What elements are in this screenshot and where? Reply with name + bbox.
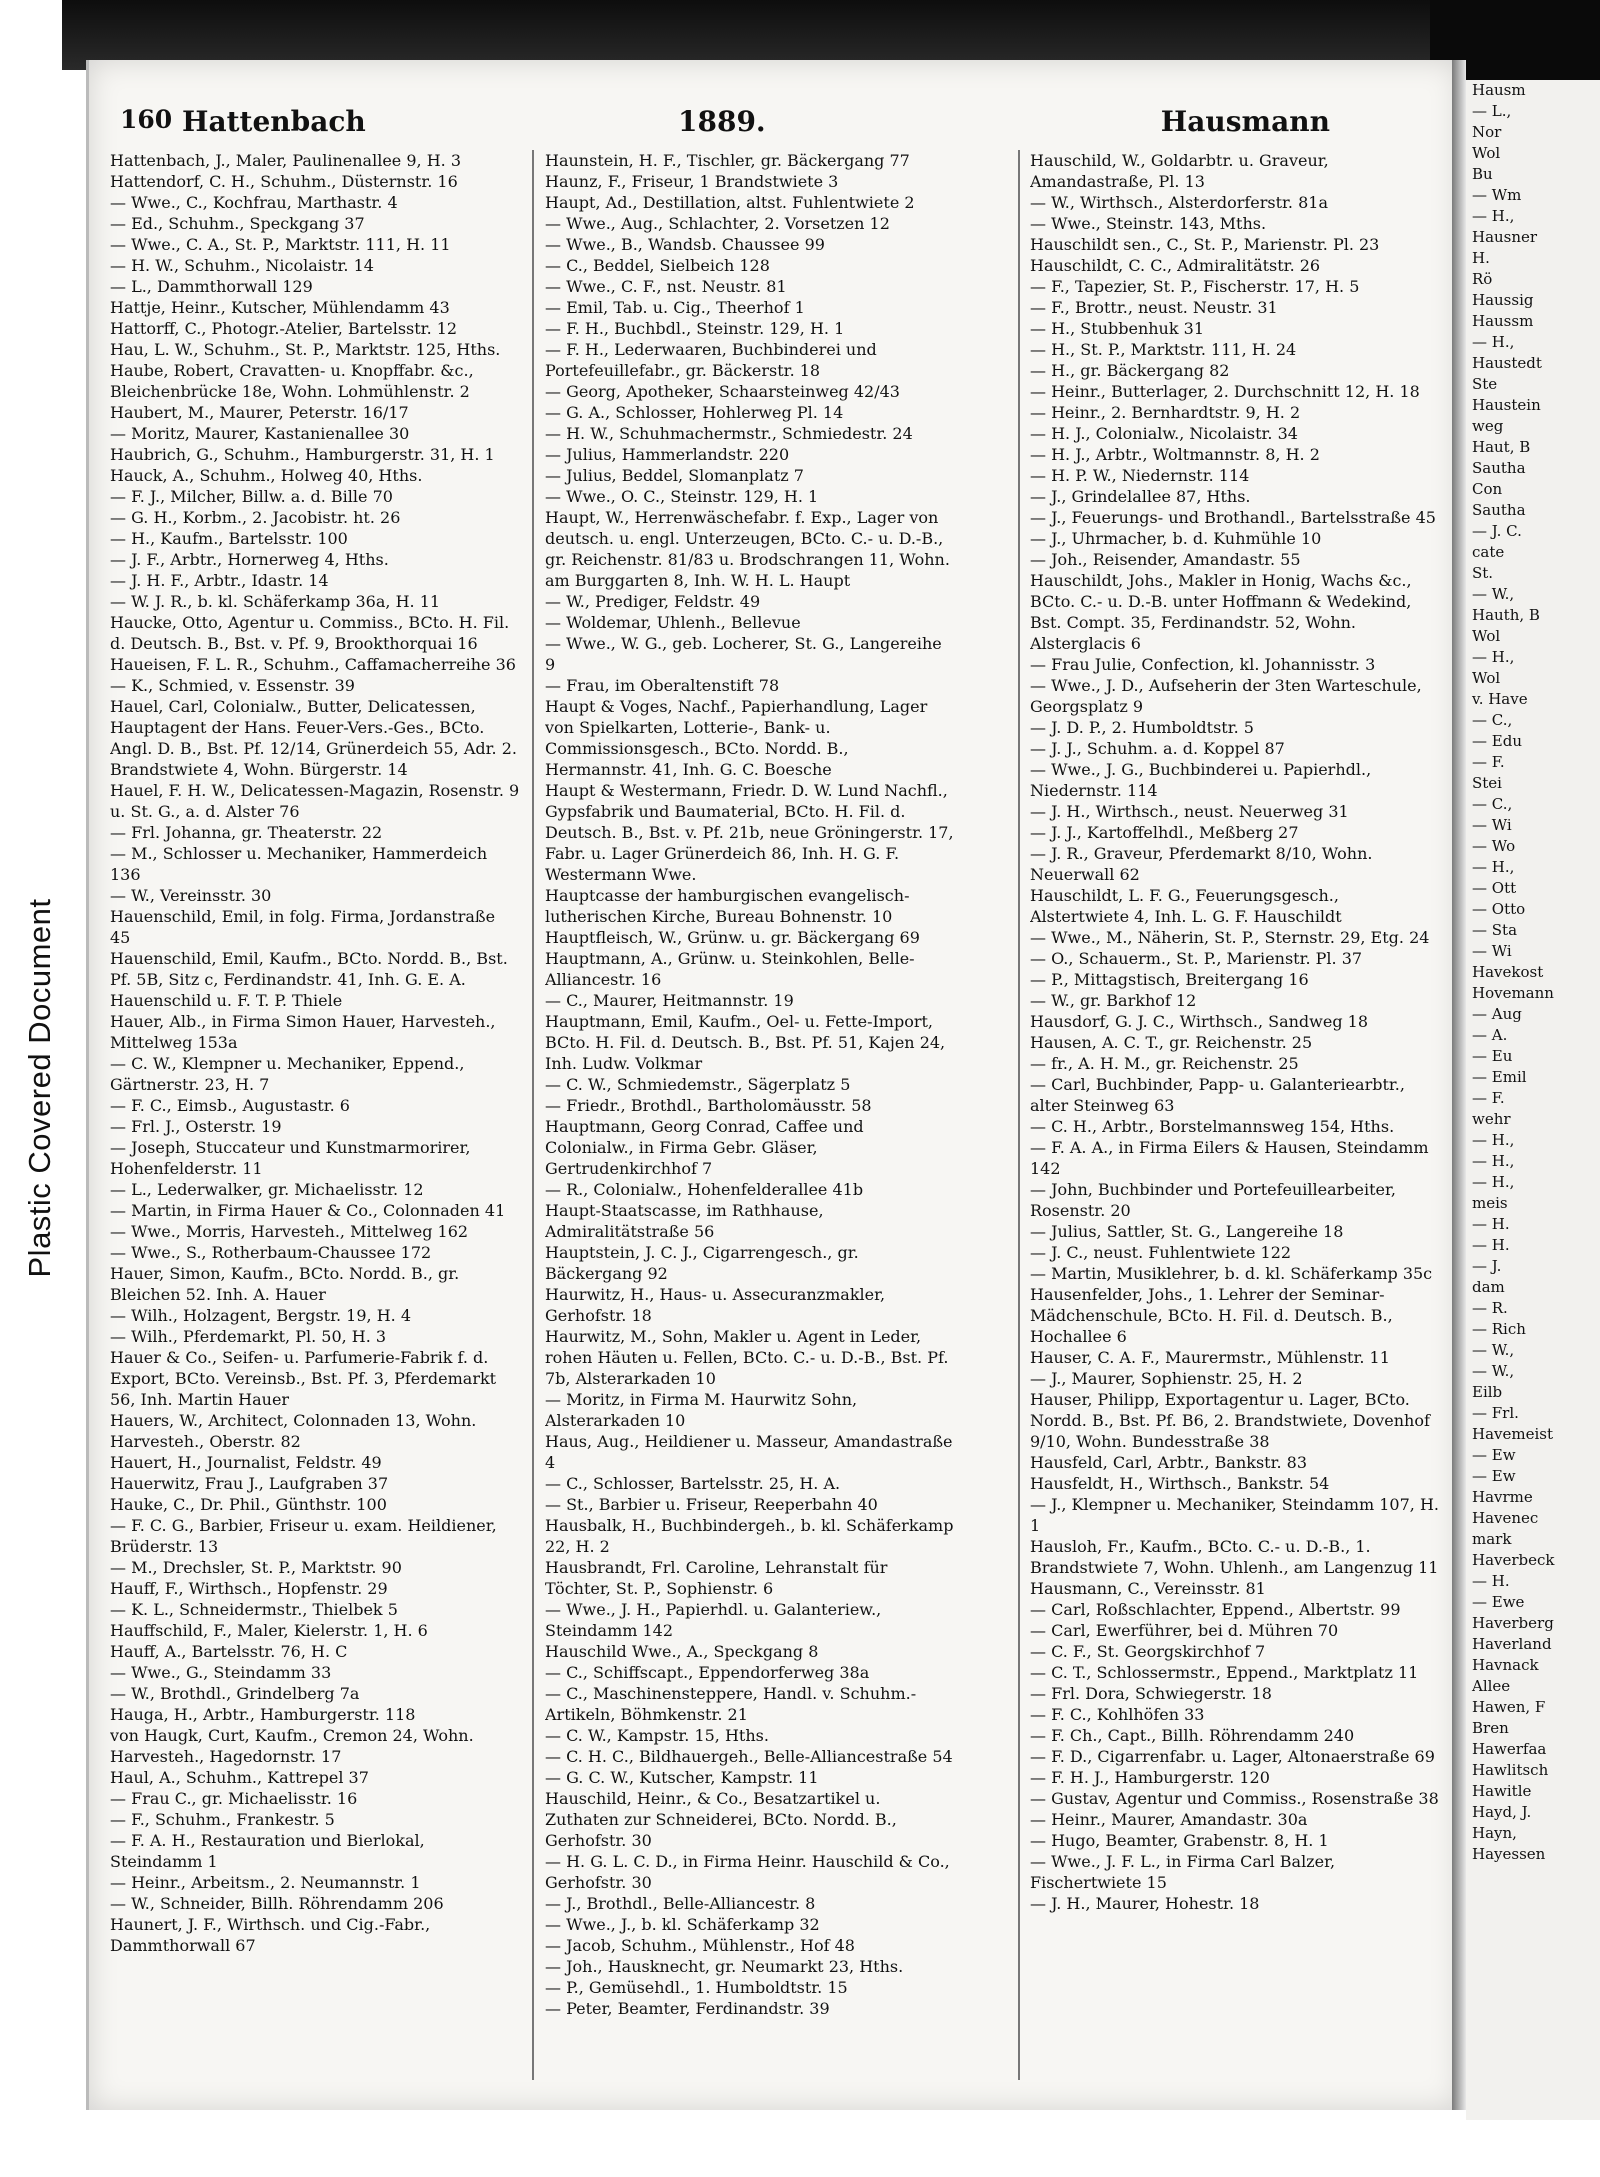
next-page-fragment: Haut, B [1472, 438, 1531, 456]
directory-entry: — J. H. F., Arbtr., Idastr. 14 [110, 571, 329, 590]
running-head-year: 1889. [678, 105, 766, 138]
next-page-edge [1466, 80, 1600, 2120]
directory-entry: Hauptstein, J. C. J., Cigarrengesch., gr. Bäckergang 92 [545, 1243, 859, 1283]
next-page-fragment: Haverberg [1472, 1614, 1554, 1632]
directory-entry: — Carl, Roßschlachter, Eppend., Albertstr. 99 [1030, 1600, 1401, 1619]
next-page-fragment: — J. [1472, 1257, 1502, 1275]
directory-entry: Hauers, W., Architect, Colonnaden 13, Wohn. Harvesteh., Oberstr. 82 [110, 1411, 477, 1451]
next-page-fragment: Nor [1472, 123, 1502, 141]
directory-entry: — H., gr. Bäckergang 82 [1030, 361, 1230, 380]
next-page-fragment: Hayd, J. [1472, 1803, 1532, 1821]
directory-entry: Hau, L. W., Schuhm., St. P., Marktstr. 125, Hths. [110, 340, 501, 359]
directory-entry: — J., Klempner u. Mechaniker, Steindamm 107, H. 1 [1030, 1495, 1439, 1535]
next-page-fragment: — F. [1472, 1089, 1505, 1107]
directory-entry: Haunstein, H. F., Tischler, gr. Bäckergang 77 [545, 151, 910, 170]
directory-entry: Haunz, F., Friseur, 1 Brandstwiete 3 [545, 172, 839, 191]
directory-entry: Haueisen, F. L. R., Schuhm., Caffamacherreihe 36 [110, 655, 516, 674]
directory-entry: Hauschild, W., Goldarbtr. u. Graveur, Amandastraße, Pl. 13 [1030, 151, 1329, 191]
directory-entry: — Wwe., Steinstr. 143, Mths. [1030, 214, 1267, 233]
directory-entry: — Wwe., O. C., Steinstr. 129, H. 1 [545, 487, 819, 506]
directory-entry: — Wwe., J. F. L., in Firma Carl Balzer, Fischertwiete 15 [1030, 1852, 1336, 1892]
directory-entry: — Wwe., C. A., St. P., Marktstr. 111, H. 11 [110, 235, 451, 254]
directory-entry: — Hugo, Beamter, Grabenstr. 8, H. 1 [1030, 1831, 1329, 1850]
directory-entry: — F. A. H., Restauration und Bierlokal, Steindamm 1 [110, 1831, 425, 1871]
next-page-fragment: Hawen, F [1472, 1698, 1546, 1716]
directory-column-2 [545, 150, 955, 2085]
directory-entry: — Heinr., Maurer, Amandastr. 30a [1030, 1810, 1308, 1829]
directory-entry: Hausbalk, H., Buchbindergeh., b. kl. Schäferkamp 22, H. 2 [545, 1516, 954, 1556]
directory-entry: Haupt, Ad., Destillation, altst. Fuhlentwiete 2 [545, 193, 915, 212]
next-page-fragment: weg [1472, 417, 1504, 435]
next-page-fragment: — Eu [1472, 1047, 1513, 1065]
directory-entry: — Frl. Dora, Schwiegerstr. 18 [1030, 1684, 1272, 1703]
directory-entry: — M., Drechsler, St. P., Marktstr. 90 [110, 1558, 402, 1577]
next-page-fragment: Haussig [1472, 291, 1534, 309]
directory-entry: Hauff, F., Wirthsch., Hopfenstr. 29 [110, 1579, 388, 1598]
next-page-fragment: Con [1472, 480, 1503, 498]
directory-entry: — F. H. J., Hamburgerstr. 120 [1030, 1768, 1270, 1787]
next-page-fragment: Ste [1472, 375, 1498, 393]
directory-entry: — Wwe., C. F., nst. Neustr. 81 [545, 277, 787, 296]
directory-entry: — P., Mittagstisch, Breitergang 16 [1030, 970, 1309, 989]
directory-entry: — John, Buchbinder und Portefeuillearbeiter, Rosenstr. 20 [1030, 1180, 1396, 1220]
next-page-fragment: — C., [1472, 795, 1513, 813]
next-page-fragment: meis [1472, 1194, 1508, 1212]
directory-entry: — Martin, in Firma Hauer & Co., Colonnaden 41 [110, 1201, 506, 1220]
directory-entry: Hauser, Philipp, Exportagentur u. Lager, BCto. Nordd. B., Bst. Pf. B6, 2. Brandstwiete, Dovenhof 9/10, Wohn. Bundesstraße 38 [1030, 1390, 1430, 1451]
directory-entry: — Frau C., gr. Michaelisstr. 16 [110, 1789, 358, 1808]
directory-entry: — Jacob, Schuhm., Mühlenstr., Hof 48 [545, 1936, 855, 1955]
next-page-fragment: — H., [1472, 1173, 1515, 1191]
next-page-fragment: Bren [1472, 1719, 1509, 1737]
directory-entry: — C. T., Schlossermstr., Eppend., Marktplatz 11 [1030, 1663, 1419, 1682]
next-page-fragment: — H. [1472, 1572, 1510, 1590]
column-rule [532, 150, 534, 2080]
directory-entry: — C. H., Arbtr., Borstelmannsweg 154, Hths. [1030, 1117, 1395, 1136]
directory-entry: — F. C., Kohlhöfen 33 [1030, 1705, 1205, 1724]
directory-entry: — F. C., Eimsb., Augustastr. 6 [110, 1096, 350, 1115]
directory-entry: Hauptmann, Georg Conrad, Caffee und Colonialw., in Firma Gebr. Gläser, Gertrudenkirchhof 7 [545, 1117, 864, 1178]
directory-entry: — Joseph, Stuccateur und Kunstmarmorirer, Hohenfelderstr. 11 [110, 1138, 471, 1178]
next-page-fragment: — H., [1472, 1131, 1515, 1149]
next-page-fragment: — Wi [1472, 942, 1512, 960]
directory-entry: Hausbrandt, Frl. Caroline, Lehranstalt für Töchter, St. P., Sophienstr. 6 [545, 1558, 888, 1598]
next-page-fragment: — Ew [1472, 1446, 1516, 1464]
directory-entry: Haube, Robert, Cravatten- u. Knopffabr. &c., Bleichenbrücke 18e, Wohn. Lohmühlenstr. 2 [110, 361, 474, 401]
directory-entry: — Heinr., 2. Bernhardtstr. 9, H. 2 [1030, 403, 1301, 422]
directory-entry: — Carl, Ewerführer, bei d. Mühren 70 [1030, 1621, 1339, 1640]
directory-entry: Hauenschild, Emil, Kaufm., BCto. Nordd. B., Bst. Pf. 5B, Sitz c, Ferdinandstr. 41, Inh. G. E. A. Hauenschild u. F. T. P. Thiele [110, 949, 508, 1010]
directory-entry: — W., Vereinsstr. 30 [110, 886, 272, 905]
next-page-fragment: — Wi [1472, 816, 1512, 834]
next-page-fragment: — Wm [1472, 186, 1522, 204]
directory-entry: — J. D. P., 2. Humboldtstr. 5 [1030, 718, 1254, 737]
directory-entry: — F. D., Cigarrenfabr. u. Lager, Altonaerstraße 69 [1030, 1747, 1435, 1766]
directory-entry: Hauschildt, C. C., Admiralitätstr. 26 [1030, 256, 1321, 275]
directory-entry: Haul, A., Schuhm., Kattrepel 37 [110, 1768, 369, 1787]
directory-entry: — Wilh., Holzagent, Bergstr. 19, H. 4 [110, 1306, 411, 1325]
directory-entry: — Wwe., J. G., Buchbinderei u. Papierhdl., Niedernstr. 114 [1030, 760, 1372, 800]
next-page-fragment: — Rich [1472, 1320, 1526, 1338]
directory-entry: — C. H. C., Bildhauergeh., Belle-Alliancestraße 54 [545, 1747, 953, 1766]
directory-entry: Hattorff, C., Photogr.-Atelier, Bartelsstr. 12 [110, 319, 458, 338]
directory-entry: — F. H., Buchbdl., Steinstr. 129, H. 1 [545, 319, 845, 338]
directory-entry: — Frau Julie, Confection, kl. Johannisstr. 3 [1030, 655, 1376, 674]
next-page-fragment: cate [1472, 543, 1505, 561]
directory-entry: — Wwe., Aug., Schlachter, 2. Vorsetzen 12 [545, 214, 890, 233]
directory-entry: — Frl. Johanna, gr. Theaterstr. 22 [110, 823, 383, 842]
directory-entry: — F. H., Lederwaaren, Buchbinderei und Portefeuillefabr., gr. Bäckerstr. 18 [545, 340, 877, 380]
next-page-fragment: — H., [1472, 207, 1515, 225]
directory-entry: — G. C. W., Kutscher, Kampstr. 11 [545, 1768, 819, 1787]
directory-entry: — Wwe., J. H., Papierhdl. u. Galanteriew., Steindamm 142 [545, 1600, 882, 1640]
next-page-fragment: — W., [1472, 585, 1515, 603]
next-page-fragment: Havrme [1472, 1488, 1533, 1506]
directory-entry: Hausfeld, Carl, Arbtr., Bankstr. 83 [1030, 1453, 1308, 1472]
directory-entry: Hauptmann, Emil, Kaufm., Oel- u. Fette-Import, BCto. H. Fil. d. Deutsch. B., Bst. Pf. 51, Kajen 24, Inh. Ludw. Volkmar [545, 1012, 946, 1073]
directory-entry: — K., Schmied, v. Essenstr. 39 [110, 676, 355, 695]
directory-entry: — Wwe., M., Näherin, St. P., Sternstr. 29, Etg. 24 [1030, 928, 1430, 947]
directory-entry: — F. C. G., Barbier, Friseur u. exam. Heildiener, Brüderstr. 13 [110, 1516, 497, 1556]
page-number: 160 [120, 105, 173, 134]
directory-entry: Hausloh, Fr., Kaufm., BCto. C.- u. D.-B., 1. Brandstwiete 7, Wohn. Uhlenh., am Langenzug 11 [1030, 1537, 1439, 1577]
directory-entry: — C. W., Klempner u. Mechaniker, Eppend., Gärtnerstr. 23, H. 7 [110, 1054, 465, 1094]
next-page-fragment: Allee [1472, 1677, 1511, 1695]
directory-entry: — W., Wirthsch., Alsterdorferstr. 81a [1030, 193, 1328, 212]
directory-entry: — H. G. L. C. D., in Firma Heinr. Hauschild & Co., Gerhofstr. 30 [545, 1852, 950, 1892]
next-page-fragment: — Wo [1472, 837, 1516, 855]
page-header [120, 105, 1330, 149]
next-page-fragment: — Edu [1472, 732, 1522, 750]
directory-entry: — H., Stubbenhuk 31 [1030, 319, 1204, 338]
directory-entry: — W. J. R., b. kl. Schäferkamp 36a, H. 11 [110, 592, 441, 611]
next-page-fragment: Bu [1472, 165, 1493, 183]
next-page-fragment: dam [1472, 1278, 1505, 1296]
directory-entry: — M., Schlosser u. Mechaniker, Hammerdeich 136 [110, 844, 488, 884]
directory-entry: — J., Uhrmacher, b. d. Kuhmühle 10 [1030, 529, 1322, 548]
directory-entry: — C., Maschinensteppere, Handl. v. Schuhm.-Artikeln, Böhmkenstr. 21 [545, 1684, 917, 1724]
next-page-fragment: — R. [1472, 1299, 1508, 1317]
directory-entry: — H. J., Arbtr., Woltmannstr. 8, H. 2 [1030, 445, 1320, 464]
directory-entry: Hauffschild, F., Maler, Kielerstr. 1, H. 6 [110, 1621, 428, 1640]
next-page-fragment: Hovemann [1472, 984, 1554, 1002]
directory-entry: Hattje, Heinr., Kutscher, Mühlendamm 43 [110, 298, 450, 317]
next-page-fragment: Hawerfaa [1472, 1740, 1547, 1758]
next-page-fragment: — Ewe [1472, 1593, 1525, 1611]
next-page-fragment: — Otto [1472, 900, 1526, 918]
next-page-fragment: mark [1472, 1530, 1512, 1548]
directory-entry: — Friedr., Brothdl., Bartholomäusstr. 58 [545, 1096, 872, 1115]
directory-entry: Haupt, W., Herrenwäschefabr. f. Exp., Lager von deutsch. u. engl. Unterzeugen, BCto. C.- u. D.-B., gr. Reichenstr. 81/83 u. Brodschrangen 11, Wohn. am Burggarten 8, Inh. W. H. L. Haupt [545, 508, 950, 590]
directory-entry: — Joh., Hausknecht, gr. Neumarkt 23, Hths. [545, 1957, 904, 1976]
directory-column-3 [1030, 150, 1440, 2085]
directory-entry: Hauschild Wwe., A., Speckgang 8 [545, 1642, 819, 1661]
directory-entry: — Wilh., Pferdemarkt, Pl. 50, H. 3 [110, 1327, 387, 1346]
directory-entry: — C. W., Schmiedemstr., Sägerplatz 5 [545, 1075, 851, 1094]
directory-entry: Hauel, Carl, Colonialw., Butter, Delicatessen, Hauptagent der Hans. Feuer-Vers.-Ges., BCto. Angl. D. B., Bst. Pf. 12/14, Grünerdeich 55, Adr. 2. Brandstwiete 4, Wohn. Bürgerstr. 14 [110, 697, 517, 779]
directory-entry: — H. W., Schuhmachermstr., Schmiedestr. 24 [545, 424, 913, 443]
next-page-fragment: Hawlitsch [1472, 1761, 1549, 1779]
next-page-fragment: Wol [1472, 144, 1501, 162]
directory-entry: Haupt-Staatscasse, im Rathhause, Admiralitätstraße 56 [545, 1201, 824, 1241]
directory-entry: — J. H., Maurer, Hohestr. 18 [1030, 1894, 1260, 1913]
directory-entry: — fr., A. H. M., gr. Reichenstr. 25 [1030, 1054, 1299, 1073]
directory-entry: Hauschildt, Johs., Makler in Honig, Wachs &c., BCto. C.- u. D.-B. unter Hoffmann & Wedekind, Bst. Compt. 35, Ferdinandstr. 52, Wohn. Alsterglacis 6 [1030, 571, 1412, 653]
next-page-fragment: — J. C. [1472, 522, 1522, 540]
next-page-fragment: — H., [1472, 858, 1515, 876]
directory-entry: — Wwe., C., Kochfrau, Marthastr. 4 [110, 193, 398, 212]
directory-entry: Haucke, Otto, Agentur u. Commiss., BCto. H. Fil. d. Deutsch. B., Bst. v. Pf. 9, Brookthorquai 16 [110, 613, 510, 653]
directory-entry: Hauert, H., Journalist, Feldstr. 49 [110, 1453, 382, 1472]
directory-entry: — F. Ch., Capt., Billh. Röhrendamm 240 [1030, 1726, 1355, 1745]
directory-entry: — P., Gemüsehdl., 1. Humboldtstr. 15 [545, 1978, 848, 1997]
running-head-right: Hausmann [1160, 105, 1330, 138]
directory-entry: — Martin, Musiklehrer, b. d. kl. Schäferkamp 35c [1030, 1264, 1433, 1283]
directory-entry: — J., Brothdl., Belle-Alliancestr. 8 [545, 1894, 816, 1913]
directory-entry: Haubrich, G., Schuhm., Hamburgerstr. 31, H. 1 [110, 445, 495, 464]
directory-entry: Haubert, M., Maurer, Peterstr. 16/17 [110, 403, 409, 422]
directory-entry: — Julius, Hammerlandstr. 220 [545, 445, 790, 464]
directory-entry: — W., Schneider, Billh. Röhrendamm 206 [110, 1894, 444, 1913]
directory-entry: Hauerwitz, Frau J., Laufgraben 37 [110, 1474, 389, 1493]
directory-entry: — W., Prediger, Feldstr. 49 [545, 592, 761, 611]
directory-entry: — F. J., Milcher, Billw. a. d. Bille 70 [110, 487, 393, 506]
next-page-fragment: Sautha [1472, 459, 1526, 477]
next-page-fragment: H. [1472, 249, 1490, 267]
directory-entry: — R., Colonialw., Hohenfelderallee 41b [545, 1180, 864, 1199]
next-page-fragment: Stei [1472, 774, 1502, 792]
next-page-fragment: Haustedt [1472, 354, 1542, 372]
next-page-fragment: Rö [1472, 270, 1493, 288]
directory-entry: Hausfeldt, H., Wirthsch., Bankstr. 54 [1030, 1474, 1330, 1493]
directory-entry: Hauer, Simon, Kaufm., BCto. Nordd. B., gr. Bleichen 52. Inh. A. Hauer [110, 1264, 460, 1304]
directory-entry: — G. H., Korbm., 2. Jacobistr. ht. 26 [110, 508, 401, 527]
directory-entry: Hauke, C., Dr. Phil., Günthstr. 100 [110, 1495, 387, 1514]
directory-entry: — F., Schuhm., Frankestr. 5 [110, 1810, 335, 1829]
directory-entry: — H. J., Colonialw., Nicolaistr. 34 [1030, 424, 1298, 443]
directory-entry: — Carl, Buchbinder, Papp- u. Galanteriearbtr., alter Steinweg 63 [1030, 1075, 1405, 1115]
directory-entry: — J., Grindelallee 87, Hths. [1030, 487, 1251, 506]
directory-entry: Hauschildt, L. F. G., Feuerungsgesch., Alstertwiete 4, Inh. L. G. F. Hauschildt [1030, 886, 1342, 926]
next-page-fragment: Hayn, [1472, 1824, 1517, 1842]
directory-entry: — Wwe., S., Rotherbaum-Chaussee 172 [110, 1243, 432, 1262]
directory-entry: Hattenbach, J., Maler, Paulinenallee 9, H. 3 [110, 151, 461, 170]
next-page-fragment: — Ew [1472, 1467, 1516, 1485]
directory-entry: Haurwitz, M., Sohn, Makler u. Agent in Leder, rohen Häuten u. Fellen, BCto. C.- u. D.-B., Bst. Pf. 7b, Alsterarkaden 10 [545, 1327, 949, 1388]
plastic-covered-label: Plastic Covered Document [22, 898, 57, 1278]
next-page-fragment: — A. [1472, 1026, 1508, 1044]
directory-entry: Haurwitz, H., Haus- u. Assecuranzmakler, Gerhofstr. 18 [545, 1285, 886, 1325]
next-page-fragment: Havekost [1472, 963, 1544, 981]
next-page-fragment: Havenec [1472, 1509, 1539, 1527]
directory-entry: — Peter, Beamter, Ferdinandstr. 39 [545, 1999, 830, 2018]
next-page-fragment: — Ott [1472, 879, 1517, 897]
next-page-fragment: — Emil [1472, 1068, 1527, 1086]
directory-entry: Hauptmann, A., Grünw. u. Steinkohlen, Belle-Alliancestr. 16 [545, 949, 915, 989]
next-page-fragment: Haustein [1472, 396, 1541, 414]
directory-entry: — Wwe., J., b. kl. Schäferkamp 32 [545, 1915, 820, 1934]
next-page-fragment: Haussm [1472, 312, 1534, 330]
next-page-fragment: — W., [1472, 1341, 1515, 1359]
next-page-fragment: — H., [1472, 333, 1515, 351]
directory-entry: Hauschildt sen., C., St. P., Marienstr. Pl. 23 [1030, 235, 1380, 254]
next-page-fragment: Wol [1472, 669, 1501, 687]
directory-entry: Hauer, Alb., in Firma Simon Hauer, Harvesteh., Mittelweg 153a [110, 1012, 496, 1052]
next-page-fragment: Hausm [1472, 81, 1526, 99]
directory-entry: — Wwe., B., Wandsb. Chaussee 99 [545, 235, 825, 254]
directory-entry: Hauck, A., Schuhm., Holweg 40, Hths. [110, 466, 423, 485]
directory-entry: — Joh., Reisender, Amandastr. 55 [1030, 550, 1301, 569]
page-gutter-shadow [1452, 60, 1466, 2110]
next-page-fragment: — H. [1472, 1236, 1510, 1254]
directory-entry: Hauer & Co., Seifen- u. Parfumerie-Fabrik f. d. Export, BCto. Vereinsb., Bst. Pf. 3, Pferdemarkt 56, Inh. Martin Hauer [110, 1348, 497, 1409]
next-page-fragment: Hausner [1472, 228, 1538, 246]
next-page-fragment: — Frl. [1472, 1404, 1519, 1422]
directory-entry: — W., gr. Barkhof 12 [1030, 991, 1197, 1010]
directory-entry: — G. A., Schlosser, Hohlerweg Pl. 14 [545, 403, 844, 422]
directory-entry: — J., Feuerungs- und Brothandl., Bartelsstraße 45 [1030, 508, 1436, 527]
directory-entry: — Julius, Sattler, St. G., Langereihe 18 [1030, 1222, 1344, 1241]
directory-entry: — J. C., neust. Fuhlentwiete 122 [1030, 1243, 1292, 1262]
column-rule [1018, 150, 1020, 2080]
directory-entry: — J. J., Kartoffelhdl., Meßberg 27 [1030, 823, 1299, 842]
directory-entry: — C. F., St. Georgskirchhof 7 [1030, 1642, 1266, 1661]
directory-entry: — Georg, Apotheker, Schaarsteinweg 42/43 [545, 382, 900, 401]
directory-entry: — H., St. P., Marktstr. 111, H. 24 [1030, 340, 1297, 359]
directory-entry: — L., Lederwalker, gr. Michaelisstr. 12 [110, 1180, 424, 1199]
next-page-fragment: Haverland [1472, 1635, 1552, 1653]
directory-entry: Hausen, A. C. T., gr. Reichenstr. 25 [1030, 1033, 1313, 1052]
next-page-fragment: — H. [1472, 1215, 1510, 1233]
directory-entry: — J., Maurer, Sophienstr. 25, H. 2 [1030, 1369, 1303, 1388]
next-page-fragment: St. [1472, 564, 1494, 582]
directory-entry: — C., Maurer, Heitmannstr. 19 [545, 991, 794, 1010]
directory-entry: — C., Beddel, Sielbeich 128 [545, 256, 770, 275]
directory-entry: — F., Tapezier, St. P., Fischerstr. 17, H. 5 [1030, 277, 1360, 296]
directory-entry: Hauser, C. A. F., Maurermstr., Mühlenstr. 11 [1030, 1348, 1390, 1367]
directory-entry: — J. H., Wirthsch., neust. Neuerweg 31 [1030, 802, 1349, 821]
directory-entry: Hauschild, Heinr., & Co., Besatzartikel u. Zuthaten zur Schneiderei, BCto. Nordd. B., Gerhofstr. 30 [545, 1789, 897, 1850]
next-page-fragment: — L., [1472, 102, 1512, 120]
directory-entry: — Heinr., Arbeitsm., 2. Neumannstr. 1 [110, 1873, 421, 1892]
next-page-fragment: wehr [1472, 1110, 1511, 1128]
next-page-fragment: v. Have [1472, 690, 1528, 708]
directory-entry: — C. W., Kampstr. 15, Hths. [545, 1726, 769, 1745]
next-page-fragment: Sautha [1472, 501, 1526, 519]
directory-entry: Haupt & Voges, Nachf., Papierhandlung, Lager von Spielkarten, Lotterie-, Bank- u. Commissionsgesch., BCto. Nordd. B., Hermannstr. 41, Inh. G. C. Boesche [545, 697, 928, 779]
directory-entry: Hausdorf, G. J. C., Wirthsch., Sandweg 18 [1030, 1012, 1369, 1031]
next-page-fragment: Havemeist [1472, 1425, 1553, 1443]
directory-entry: — J. R., Graveur, Pferdemarkt 8/10, Wohn. Neuerwall 62 [1030, 844, 1373, 884]
directory-entry: Haus, Aug., Heildiener u. Masseur, Amandastraße 4 [545, 1432, 953, 1472]
directory-entry: — Moritz, Maurer, Kastanienallee 30 [110, 424, 410, 443]
next-page-fragment: Hayessen [1472, 1845, 1546, 1863]
directory-entry: — Julius, Beddel, Slomanplatz 7 [545, 466, 804, 485]
next-page-fragment: — F. [1472, 753, 1505, 771]
directory-entry: — Wwe., Morris, Harvesteh., Mittelweg 162 [110, 1222, 469, 1241]
scan-sidebar [0, 0, 62, 2177]
next-page-fragment: Eilb [1472, 1383, 1503, 1401]
directory-entry: — Frl. J., Osterstr. 19 [110, 1117, 282, 1136]
directory-entry: — J. J., Schuhm. a. d. Koppel 87 [1030, 739, 1285, 758]
directory-entry: — Emil, Tab. u. Cig., Theerhof 1 [545, 298, 805, 317]
directory-entry: Hauptfleisch, W., Grünw. u. gr. Bäckergang 69 [545, 928, 920, 947]
directory-entry: — C., Schlosser, Bartelsstr. 25, H. A. [545, 1474, 841, 1493]
directory-entry: — H., Kaufm., Bartelsstr. 100 [110, 529, 348, 548]
directory-entry: von Haugk, Curt, Kaufm., Cremon 24, Wohn. Harvesteh., Hagedornstr. 17 [110, 1726, 474, 1766]
directory-entry: Hauga, H., Arbtr., Hamburgerstr. 118 [110, 1705, 416, 1724]
directory-entry: — L., Dammthorwall 129 [110, 277, 313, 296]
directory-entry: — Wwe., G., Steindamm 33 [110, 1663, 332, 1682]
next-page-fragment: Wol [1472, 627, 1501, 645]
directory-entry: Hauff, A., Bartelsstr. 76, H. C [110, 1642, 348, 1661]
directory-entry: — Wwe., W. G., geb. Locherer, St. G., Langereihe 9 [545, 634, 942, 674]
directory-entry: Hauenschild, Emil, in folg. Firma, Jordanstraße 45 [110, 907, 496, 947]
directory-entry: — C., Schiffscapt., Eppendorferweg 38a [545, 1663, 870, 1682]
next-page-fragment: — Aug [1472, 1005, 1522, 1023]
directory-entry: — Gustav, Agentur und Commiss., Rosenstraße 38 [1030, 1789, 1439, 1808]
next-page-fragment: — H., [1472, 1152, 1515, 1170]
directory-entry: — W., Brothdl., Grindelberg 7a [110, 1684, 360, 1703]
directory-entry: — J. F., Arbtr., Hornerweg 4, Hths. [110, 550, 389, 569]
directory-entry: — H. W., Schuhm., Nicolaistr. 14 [110, 256, 374, 275]
directory-entry: — Wwe., J. D., Aufseherin der 3ten Warteschule, Georgsplatz 9 [1030, 676, 1422, 716]
directory-entry: — Moritz, in Firma M. Haurwitz Sohn, Alsterarkaden 10 [545, 1390, 858, 1430]
directory-entry: Haunert, J. F., Wirthsch. und Cig.-Fabr., Dammthorwall 67 [110, 1915, 431, 1955]
directory-entry: — St., Barbier u. Friseur, Reeperbahn 40 [545, 1495, 878, 1514]
next-page-fragment: Haverbeck [1472, 1551, 1555, 1569]
directory-entry: — Heinr., Butterlager, 2. Durchschnitt 12, H. 18 [1030, 382, 1420, 401]
directory-entry: Hausmann, C., Vereinsstr. 81 [1030, 1579, 1266, 1598]
next-page-fragment: Hawitle [1472, 1782, 1532, 1800]
directory-entry: Haupt & Westermann, Friedr. D. W. Lund Nachfl., Gypsfabrik und Baumaterial, BCto. H. Fil. d. Deutsch. B., Bst. v. Pf. 21b, neue Gröningerstr. 17, Fabr. u. Lager Grünerdeich 86, Inh. H. G. F. Westermann Wwe. [545, 781, 954, 884]
next-page-fragment: — C., [1472, 711, 1513, 729]
directory-entry: — Woldemar, Uhlenh., Bellevue [545, 613, 801, 632]
next-page-fragment: — H., [1472, 648, 1515, 666]
running-head-left: Hattenbach [182, 105, 366, 138]
directory-entry: Hattendorf, C. H., Schuhm., Düsternstr. 16 [110, 172, 458, 191]
next-page-fragment: Hauth, B [1472, 606, 1540, 624]
directory-entry: — F. A. A., in Firma Eilers & Hausen, Steindamm 142 [1030, 1138, 1429, 1178]
next-page-fragment: — W., [1472, 1362, 1515, 1380]
directory-entry: — Ed., Schuhm., Speckgang 37 [110, 214, 365, 233]
next-page-fragment: Havnack [1472, 1656, 1539, 1674]
directory-column-1 [110, 150, 520, 2085]
directory-entry: Hausenfelder, Johs., 1. Lehrer der Seminar-Mädchenschule, BCto. H. Fil. d. Deutsch. B., Hochallee 6 [1030, 1285, 1393, 1346]
directory-entry: — O., Schauerm., St. P., Marienstr. Pl. 37 [1030, 949, 1363, 968]
directory-entry: Hauptcasse der hamburgischen evangelisch-lutherischen Kirche, Bureau Bohnenstr. 10 [545, 886, 910, 926]
directory-entry: — F., Brottr., neust. Neustr. 31 [1030, 298, 1278, 317]
next-page-fragment: — Sta [1472, 921, 1518, 939]
directory-entry: — H. P. W., Niedernstr. 114 [1030, 466, 1250, 485]
directory-entry: — K. L., Schneidermstr., Thielbek 5 [110, 1600, 398, 1619]
directory-entry: — Frau, im Oberaltenstift 78 [545, 676, 780, 695]
directory-entry: Hauel, F. H. W., Delicatessen-Magazin, Rosenstr. 9 u. St. G., a. d. Alster 76 [110, 781, 520, 821]
